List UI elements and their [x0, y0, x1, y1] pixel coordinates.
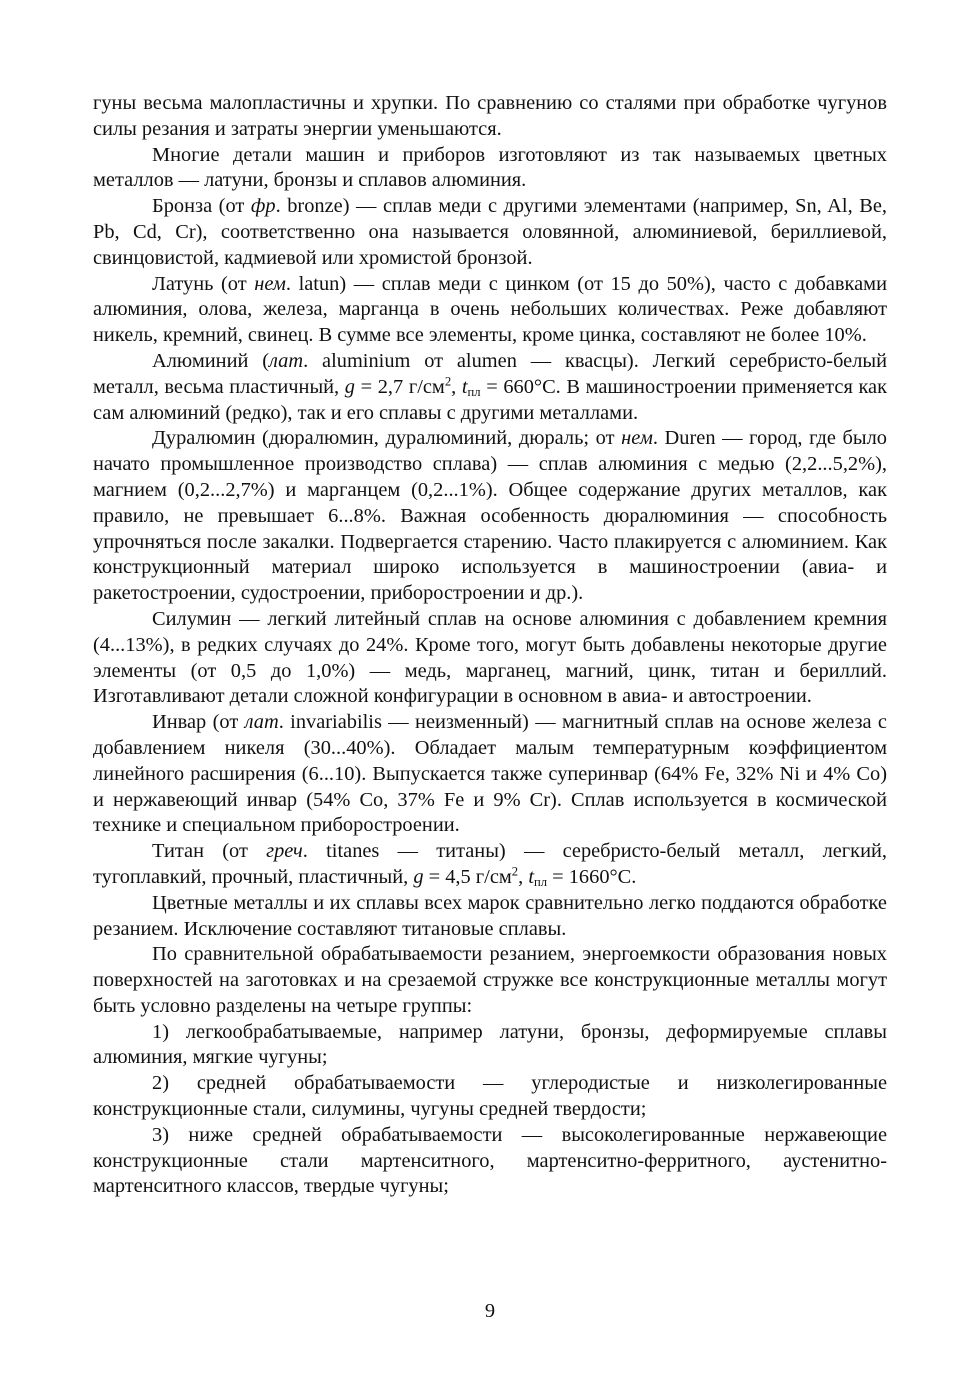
- text-run: 3) ниже средней обрабатываемости — высоколегированные нержавеющие конструкционные стали мартенситного, мартенситно-ферритного, аустенитно-мартенситного классов, твердые чугуны;: [93, 1123, 887, 1198]
- paragraph-nonferrous-intro: [93, 143, 887, 195]
- paragraph-brass: [93, 272, 887, 349]
- subscript: пл: [467, 384, 481, 399]
- paragraph-continuation: [93, 91, 887, 143]
- paragraph-bronze: [93, 194, 887, 271]
- italic-text: греч: [266, 840, 303, 863]
- text-run: = 1660°C.: [547, 865, 637, 888]
- text-run: Силумин — легкий литейный сплав на основе алюминия с добавлением кремния (4...13%), в редких случаях до 24%. Кроме того, могут быть добавлены некоторые другие элементы (от 0,5 до 1,0%) — медь, марганец, магний, цинк, титан и бериллий. Изготавливают детали сложной конфигурации в основном в авиа- и автостроении.: [93, 607, 887, 708]
- italic-text: t: [528, 865, 534, 888]
- text-run: 2) средней обрабатываемости — углеродистые и низколегированные конструкционные стали, силумины, чугуны средней твердости;: [93, 1072, 887, 1121]
- paragraph-machinability: [93, 891, 887, 943]
- italic-text: лат: [269, 349, 304, 372]
- text-run: = 660°C. В машиностроении применяется как сам алюминий (редко), так и его сплавы с другими металлами.: [93, 375, 887, 424]
- text-run: . invariabilis — неизменный) — магнитный сплав на основе железа с добавлением никеля (30...40%). Обладает малым температурным коэффициентом линейного расширения (6...10). Выпускается также суперинвар (64% Fe, 32% Ni и 4% Co) и нержавеющий инвар (54% Co, 37% Fe и 9% Cr). Сплав используется в космической технике и специальном приборостроении.: [93, 711, 887, 837]
- text-run: = 4,5 г/см: [423, 865, 512, 888]
- italic-text: t: [461, 375, 468, 398]
- superscript: 2: [444, 374, 452, 389]
- superscript: 2: [511, 864, 519, 879]
- list-item-group-3: [93, 1123, 887, 1200]
- paragraph-duralumin: [93, 426, 887, 607]
- italic-text: g: [344, 375, 355, 398]
- text-run: Многие детали машин и приборов изготовляют из так называемых цветных металлов — латуни, бронзы и сплавов алюминия.: [93, 143, 887, 192]
- page-body: [93, 91, 887, 1200]
- paragraph-titanium: [93, 839, 887, 891]
- text-run: гуны весьма малопластичны и хрупки. По сравнению со сталями при обработке чугунов силы резания и затраты энергии уменьшаются.: [93, 92, 887, 140]
- page-number: 9: [484, 1300, 496, 1322]
- paragraph-invar: [93, 710, 887, 839]
- paragraph-silumin: [93, 607, 887, 710]
- text-run: ,: [518, 865, 529, 888]
- text-run: . latun) — сплав меди с цинком (от 15 до 50%), часто с добавками алюминия, олова, железа, марганца в очень небольших количествах. Реже добавляют никель, кремний, свинец. В сумме все элементы, кроме цинка, составляют не более 10%.: [93, 272, 887, 347]
- text-run: Цветные металлы и их сплавы всех марок сравнительно легко поддаются обработке резанием. Исключение составляют титановые сплавы.: [93, 891, 887, 940]
- text-run: Инвар (от: [152, 711, 245, 734]
- text-run: Латунь (от: [152, 272, 255, 295]
- text-run: Бронза (от: [152, 195, 251, 218]
- list-item-group-1: [93, 1020, 887, 1072]
- text-run: . Duren — город, где было начато промышленное производство сплава) — сплав алюминия с медью (2,2...5,2%), магнием (0,2...2,7%) и марганцем (0,2...1%). Общее содержание других металлов, как правило, не превышает 6...8%. Важная особенность дюралюминия — способность упрочняться после закалки. Подвергается старению. Часто плакируется с алюминием. Как конструкционный материал широко используется в машиностроении (авиа- и ракетостроении, судостроении, приборостроении и др.).: [93, 427, 887, 605]
- italic-text: g: [413, 865, 424, 888]
- text-run: . bronze) — сплав меди с другими элементами (например, Sn, Al, Be, Pb, Cd, Cr), соответственно она называется оловянной, алюминиевой, бериллиевой, свинцовистой, кадмиевой или хромистой бронзой.: [93, 195, 887, 269]
- italic-text: нем: [254, 272, 286, 295]
- text-run: Дуралюмин (дюралюмин, дуралюминий, дюраль; от: [152, 427, 622, 450]
- text-run: Алюминий (: [152, 349, 270, 372]
- text-run: . titanes — титаны) — серебристо-белый металл, легкий, тугоплавкий, прочный, пластичный,: [93, 840, 887, 888]
- text-run: = 2,7 г/см: [354, 375, 445, 398]
- text-run: . aluminium от alumen — квасцы). Легкий серебристо-белый металл, весьма пластичный,: [93, 349, 888, 398]
- text-run: ,: [451, 375, 462, 398]
- text-run: 1) легкообрабатываемые, например латуни, бронзы, деформируемые сплавы алюминия, мягкие чугуны;: [93, 1020, 887, 1069]
- subscript: пл: [533, 875, 548, 890]
- text-run: По сравнительной обрабатываемости резанием, энергоемкости образования новых поверхностей на заготовках и на срезаемой стружке все конструкционные металлы могут быть условно разделены на четыре группы:: [93, 943, 887, 1017]
- italic-text: лат: [244, 711, 279, 734]
- paragraph-groups-intro: [93, 942, 887, 1019]
- text-run: Титан (от: [152, 840, 267, 863]
- paragraph-aluminium: [93, 349, 887, 426]
- italic-text: фр: [250, 195, 276, 218]
- italic-text: нем: [621, 427, 653, 450]
- list-item-group-2: [93, 1071, 887, 1123]
